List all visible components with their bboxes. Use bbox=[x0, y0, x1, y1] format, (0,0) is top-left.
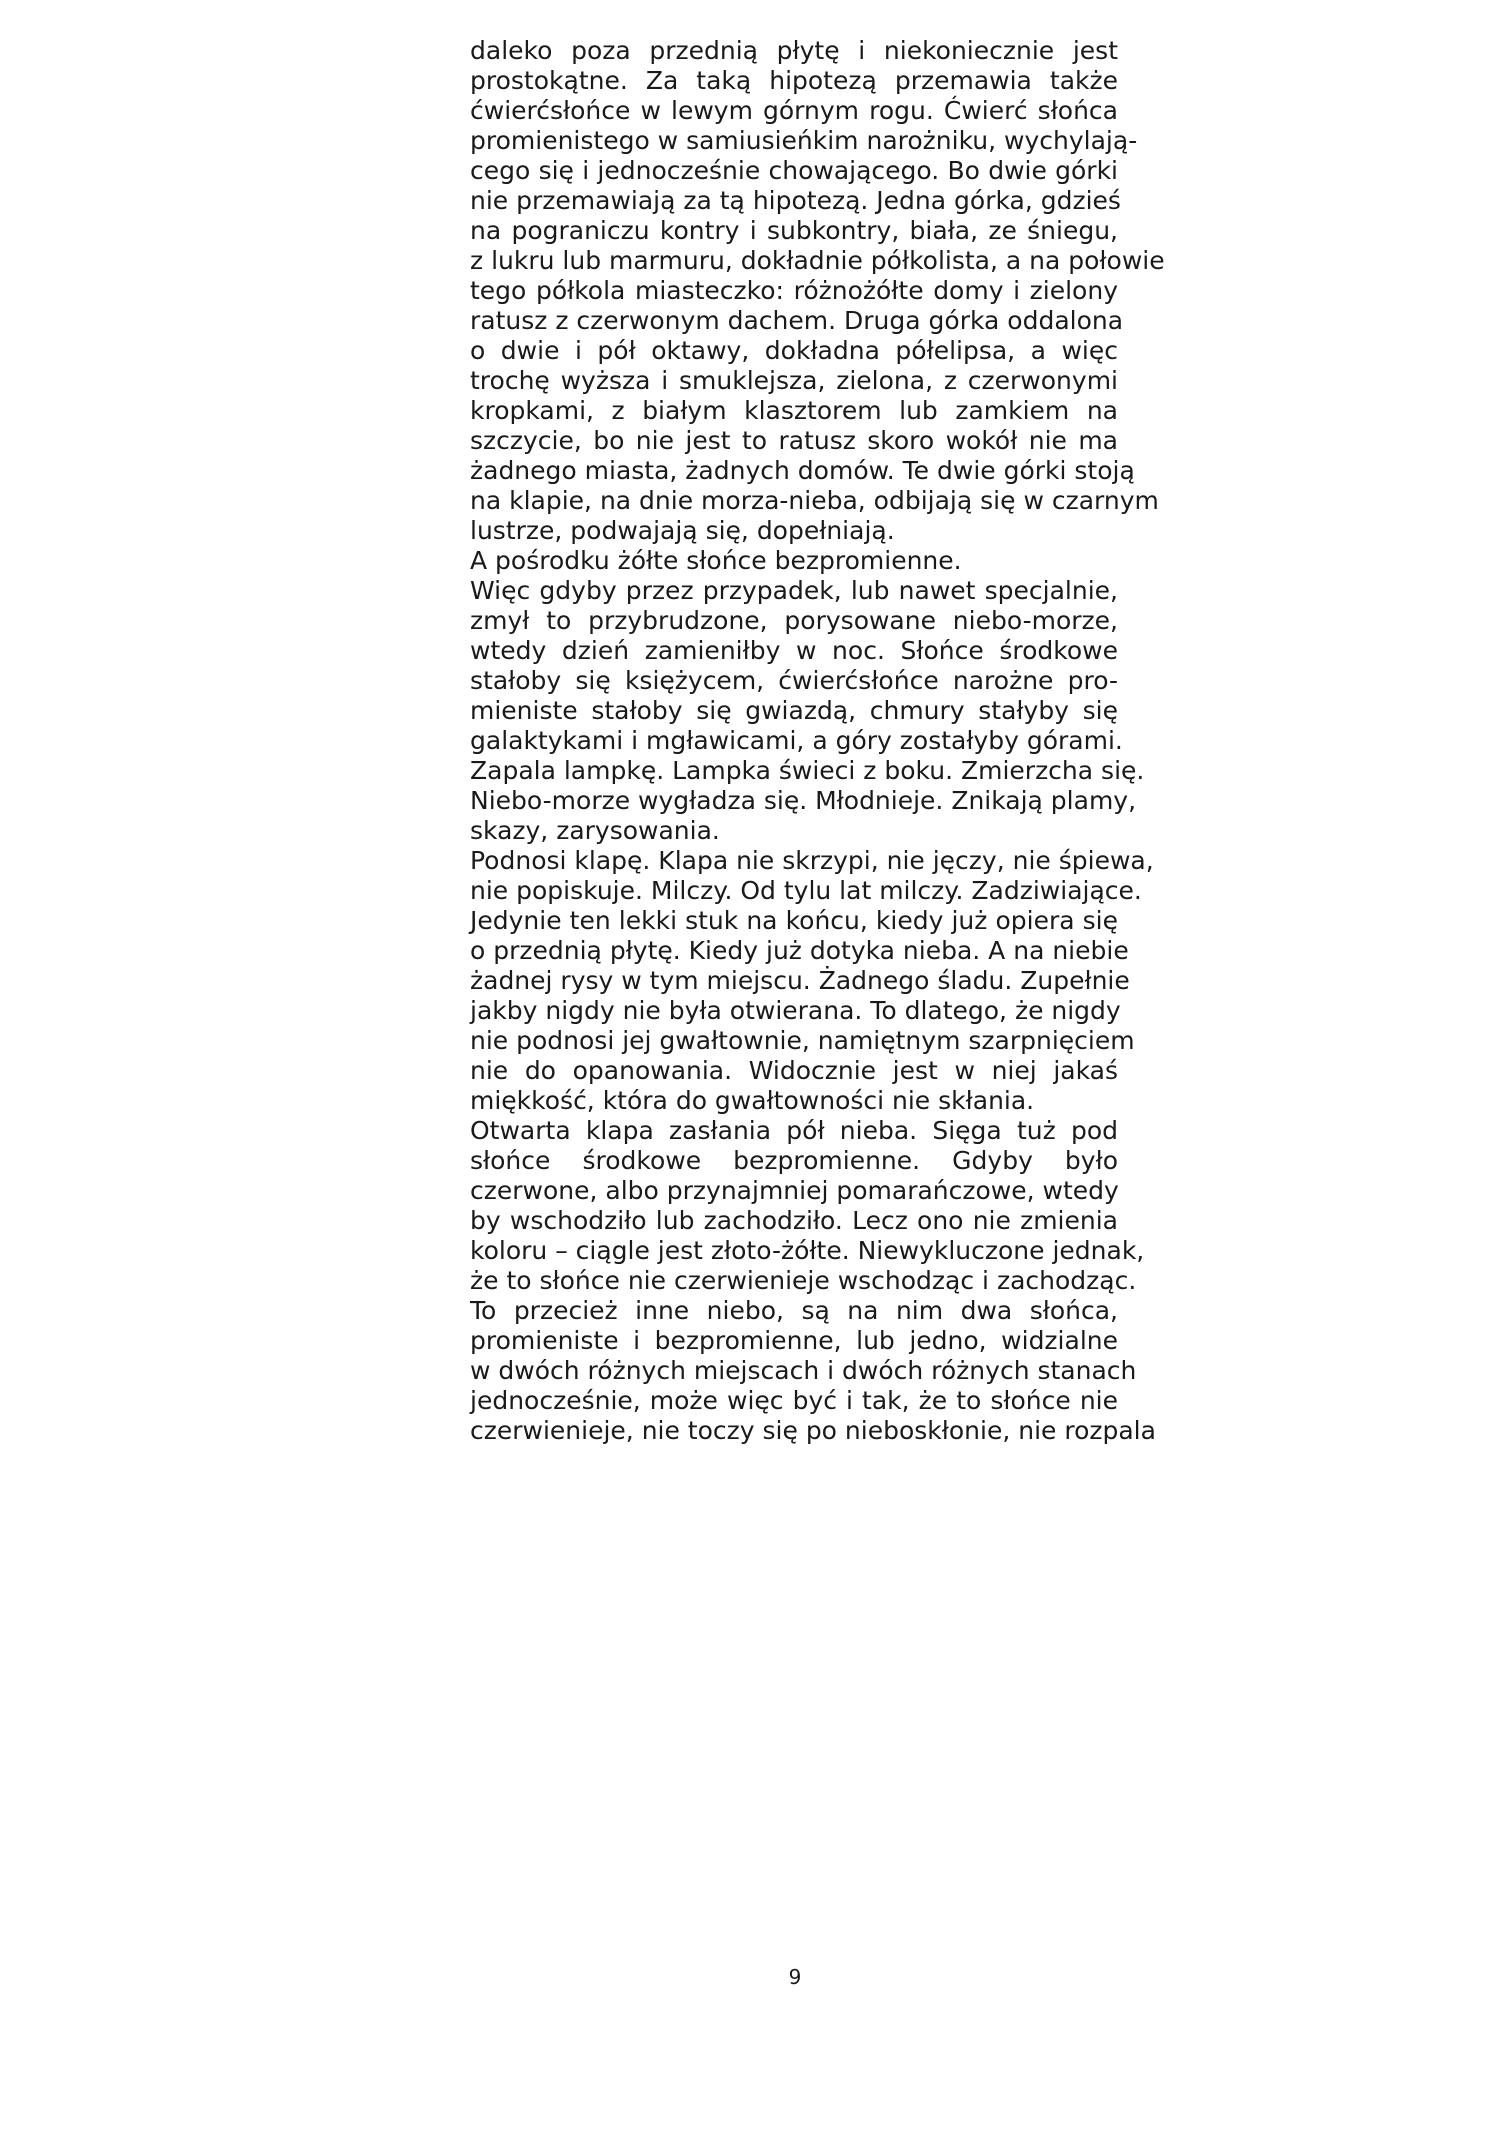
text-line: nie do opanowania. Widocznie jest w niej jakaś bbox=[470, 1056, 1118, 1085]
text-line: Zapala lampkę. Lampka świeci z boku. Zmierzcha się. bbox=[470, 756, 1145, 785]
text-line: ratusz z czerwonym dachem. Druga górka oddalona bbox=[470, 306, 1124, 335]
text-line: z lukru lub marmuru, dokładnie półkolista, a na połowie bbox=[470, 246, 1165, 275]
text-line: szczycie, bo nie jest to ratusz skoro wokół nie ma bbox=[470, 426, 1118, 455]
text-line: To przecież inne niebo, są na nim dwa słońca, bbox=[470, 1296, 1118, 1325]
text-line: trochę wyższa i smuklejsza, zielona, z czerwonymi bbox=[470, 366, 1118, 395]
text-line: by wschodziło lub zachodziło. Lecz ono nie zmienia bbox=[470, 1206, 1118, 1235]
text-line: nie podnosi jej gwałtownie, namiętnym szarpnięciem bbox=[470, 1026, 1135, 1055]
text-line: daleko poza przednią płytę i niekoniecznie jest bbox=[470, 36, 1118, 65]
text-line: galaktykami i mgławicami, a góry zostałyby górami. bbox=[470, 726, 1123, 755]
text-line: o przednią płytę. Kiedy już dotyka nieba. A na niebie bbox=[470, 936, 1129, 965]
text-line: mieniste stałoby się gwiazdą, chmury stałyby się bbox=[470, 696, 1118, 725]
text-line: Podnosi klapę. Klapa nie skrzypi, nie jęczy, nie śpiewa, bbox=[470, 846, 1154, 875]
text-line: zmył to przybrudzone, porysowane niebo-morze, bbox=[470, 606, 1118, 635]
text-line: na klapie, na dnie morza-nieba, odbijają się w czarnym bbox=[470, 486, 1159, 515]
text-line: w dwóch różnych miejscach i dwóch różnych stanach bbox=[470, 1356, 1137, 1385]
page-number: 9 bbox=[788, 1965, 802, 1989]
text-line: wtedy dzień zamieniłby w noc. Słońce środkowe bbox=[470, 636, 1118, 665]
text-line: lustrze, podwajają się, dopełniają. bbox=[470, 516, 895, 545]
text-line: że to słońce nie czerwienieje wschodząc i zachodząc. bbox=[470, 1266, 1137, 1295]
text-line: A pośrodku żółte słońce bezpromienne. bbox=[470, 546, 962, 575]
text-line: promieniste i bezpromienne, lub jedno, widzialne bbox=[470, 1326, 1118, 1355]
text-line: jakby nigdy nie była otwierana. To dlatego, że nigdy bbox=[470, 996, 1121, 1025]
text-line: kropkami, z białym klasztorem lub zamkiem na bbox=[470, 396, 1118, 425]
text-line: jednocześnie, może więc być i tak, że to słońce nie bbox=[470, 1386, 1118, 1415]
text-line: skazy, zarysowania. bbox=[470, 816, 720, 845]
text-line: nie popiskuje. Milczy. Od tylu lat milczy. Zadziwiające. bbox=[470, 876, 1142, 905]
text-line: Więc gdyby przez przypadek, lub nawet specjalnie, bbox=[470, 576, 1118, 605]
text-line: miękkość, która do gwałtowności nie skłania. bbox=[470, 1086, 1035, 1115]
text-line: cego się i jednocześnie chowającego. Bo dwie górki bbox=[470, 156, 1118, 185]
body-text bbox=[470, 36, 1165, 1446]
text-line: słońce środkowe bezpromienne. Gdyby było bbox=[470, 1146, 1118, 1175]
text-line: ćwierćsłońce w lewym górnym rogu. Ćwierć słońca bbox=[470, 96, 1118, 125]
text-line: czerwienieje, nie toczy się po nieboskłonie, nie rozpala bbox=[470, 1416, 1156, 1445]
text-line: żadnej rysy w tym miejscu. Żadnego śladu. Zupełnie bbox=[470, 966, 1130, 995]
text-line: tego półkola miasteczko: różnożółte domy i zielony bbox=[470, 276, 1118, 305]
text-line: żadnego miasta, żadnych domów. Te dwie górki stoją bbox=[470, 456, 1135, 485]
text-line: Jedynie ten lekki stuk na końcu, kiedy już opiera się bbox=[470, 906, 1118, 935]
text-line: stałoby się księżycem, ćwierćsłońce narożne pro- bbox=[470, 666, 1118, 695]
text-line: koloru – ciągle jest złoto-żółte. Niewykluczone jednak, bbox=[470, 1236, 1145, 1265]
text-line: Niebo-morze wygładza się. Młodnieje. Znikają plamy, bbox=[470, 786, 1137, 815]
text-line: na pograniczu kontry i subkontry, biała, ze śniegu, bbox=[470, 216, 1118, 245]
text-line: prostokątne. Za taką hipotezą przemawia także bbox=[470, 66, 1118, 95]
text-line: czerwone, albo przynajmniej pomarańczowe, wtedy bbox=[470, 1176, 1119, 1205]
text-line: Otwarta klapa zasłania pół nieba. Sięga tuż pod bbox=[470, 1116, 1118, 1145]
text-line: nie przemawiają za tą hipotezą. Jedna górka, gdzieś bbox=[470, 186, 1121, 215]
text-line: o dwie i pół oktawy, dokładna półelipsa, a więc bbox=[470, 336, 1118, 365]
text-line: promienistego w samiusieńkim narożniku, wychylają- bbox=[470, 126, 1138, 155]
